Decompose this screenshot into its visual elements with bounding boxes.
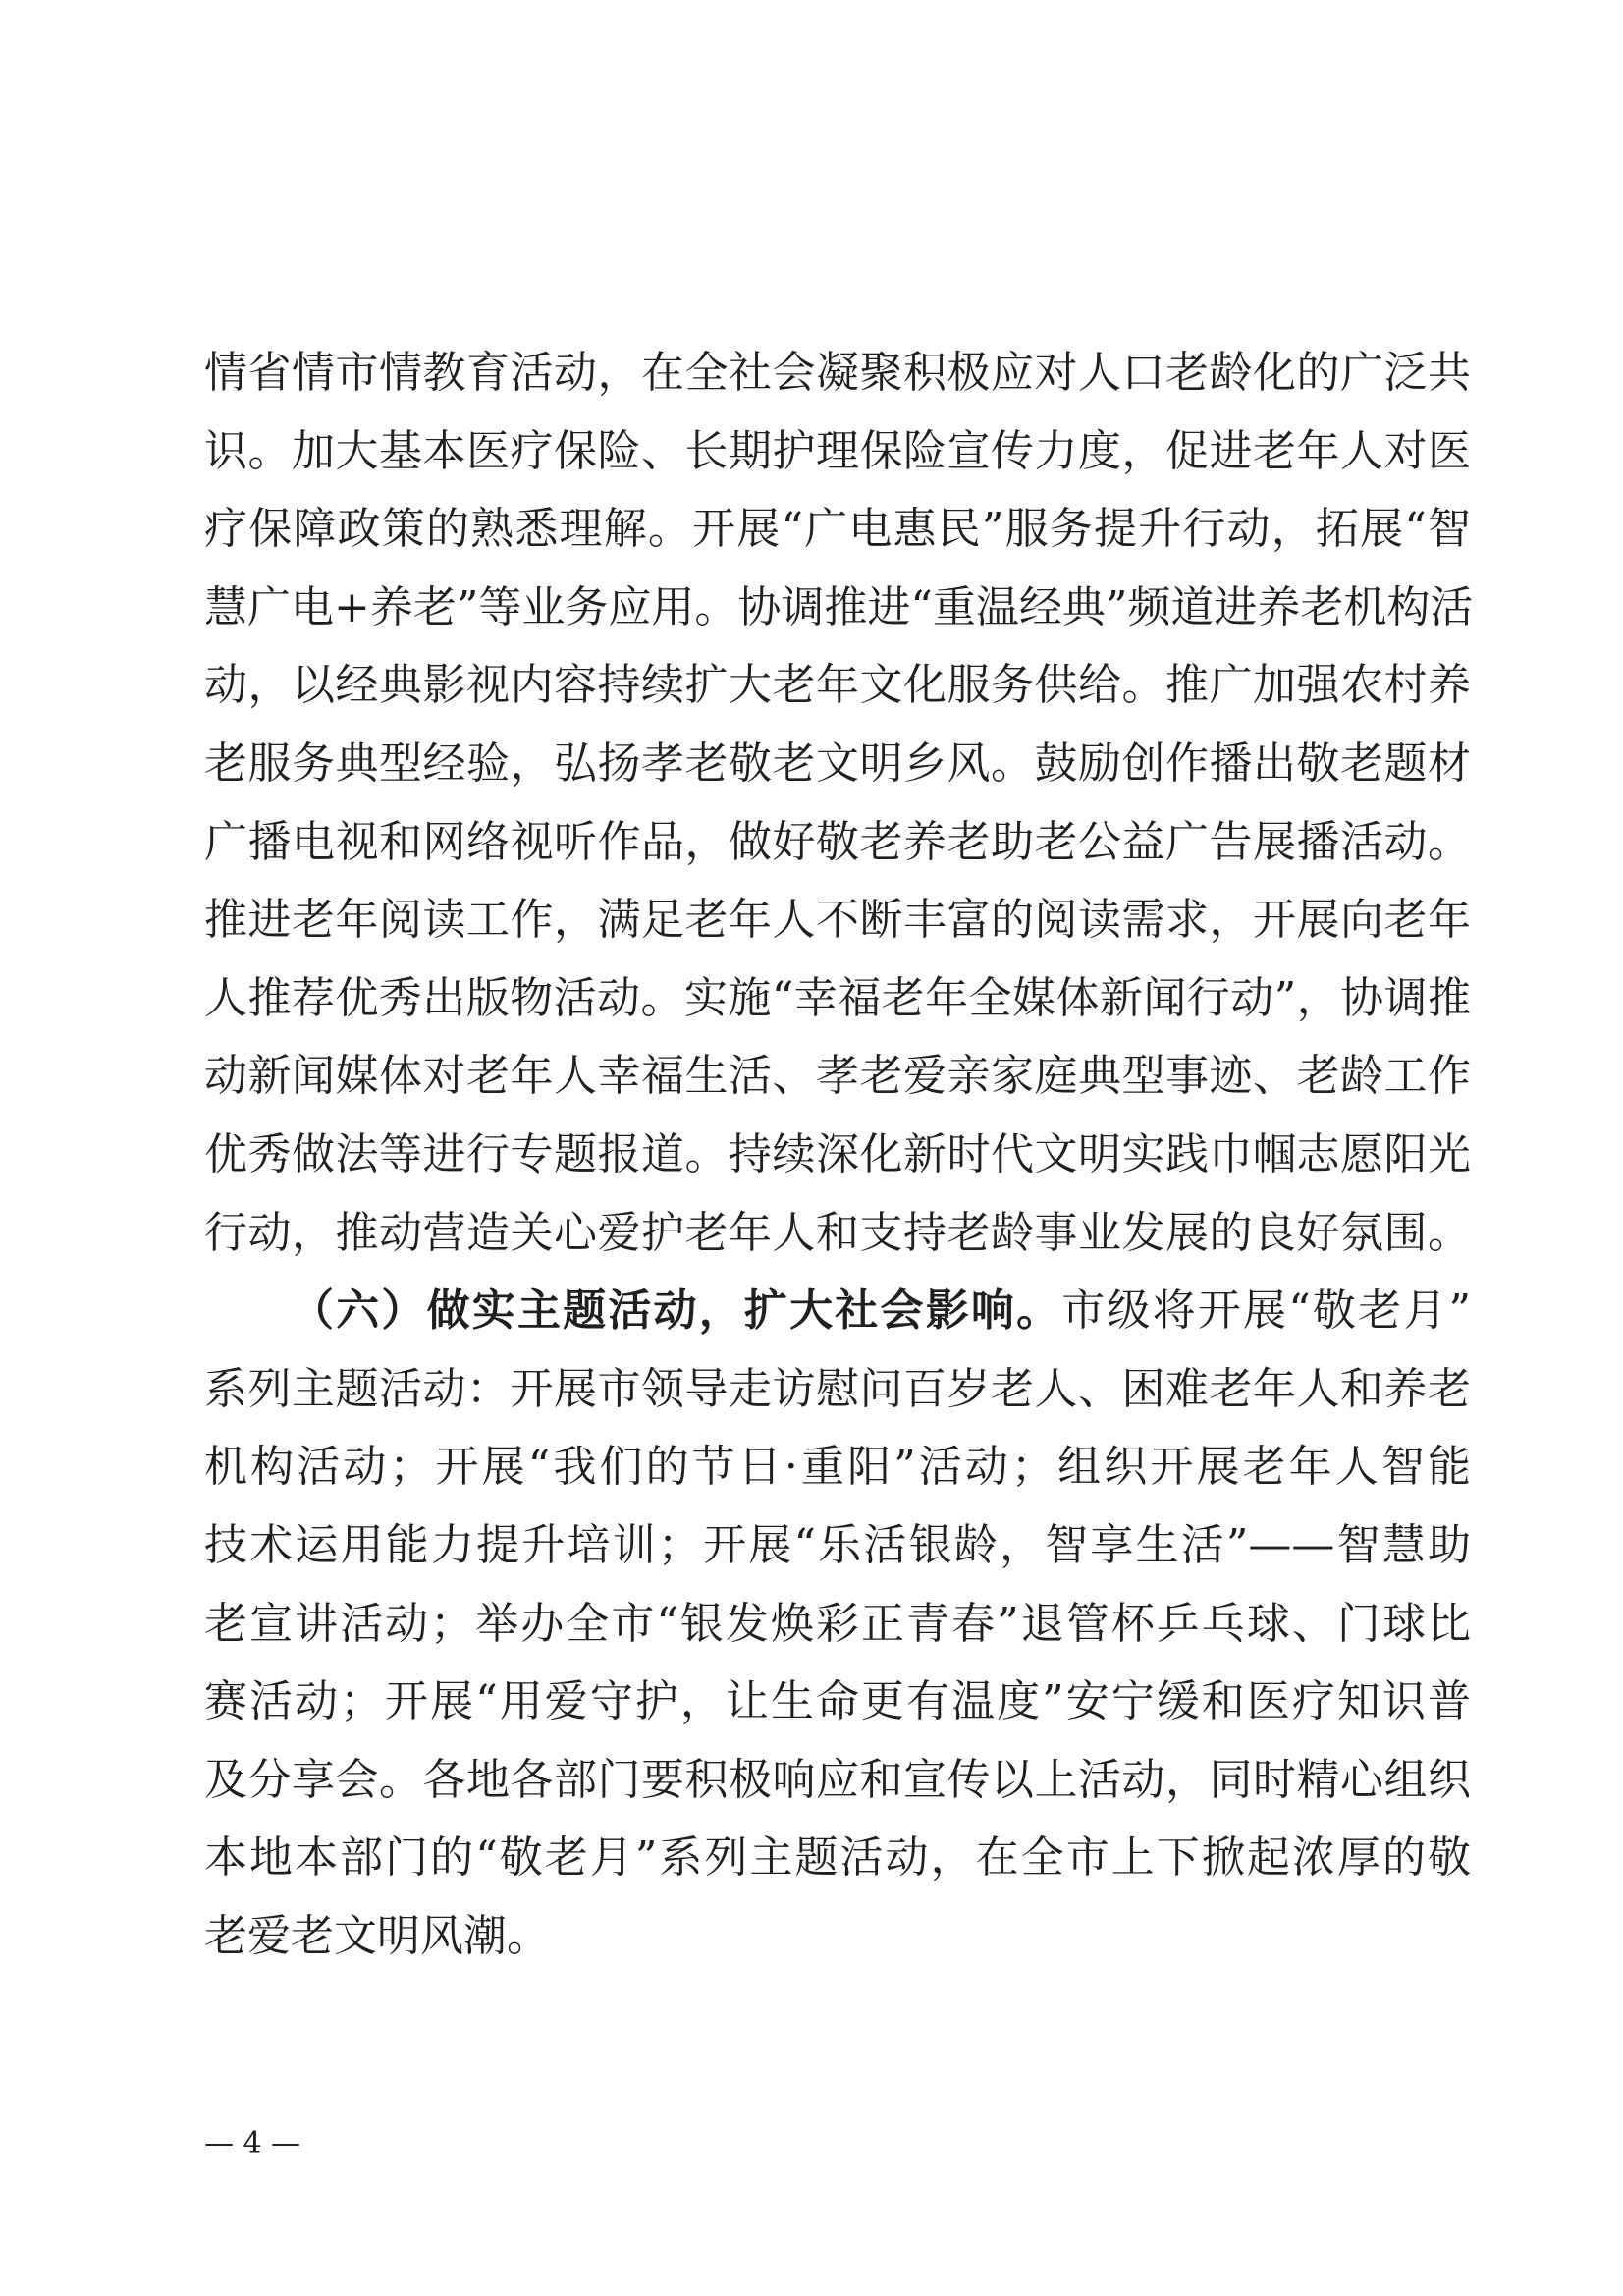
section-heading: （六）做实主题活动，扩大社会影响。 bbox=[291, 1285, 1062, 1337]
document-body bbox=[204, 334, 1474, 1975]
text-line: 识。加大基本医疗保险、长期护理保险宣传力度，促进老年人对医 bbox=[204, 425, 1471, 476]
page-number: — 4 — bbox=[204, 2126, 301, 2160]
text-line: 本地本部门的“敬老月”系列主题活动，在全市上下掀起浓厚的敬 bbox=[204, 1832, 1471, 1884]
text-line: 动，以经典影视内容持续扩大老年文化服务供给。推广加强农村养 bbox=[204, 660, 1471, 711]
text-line: 情省情市情教育活动，在全社会凝聚积极应对人口老龄化的广泛共 bbox=[204, 348, 1471, 398]
text-line: 动新闻媒体对老年人幸福生活、孝老爱亲家庭典型事迹、老龄工作 bbox=[204, 1051, 1471, 1102]
text-line: 技术运用能力提升培训；开展“乐活银龄，智享生活”——智慧助 bbox=[204, 1519, 1471, 1570]
text-line: 老爱老文明风潮。 bbox=[204, 1910, 550, 1961]
section-heading-line bbox=[204, 1272, 1471, 1350]
text-line: 老宣讲活动；举办全市“银发焕彩正青春”退管杯乒乓球、门球比 bbox=[204, 1598, 1471, 1649]
text-line: 广播电视和网络视听作品，做好敬老养老助老公益广告展播活动。 bbox=[204, 816, 1471, 867]
text-line: 赛活动；开展“用爱守护，让生命更有温度”安宁缓和医疗知识普 bbox=[204, 1676, 1471, 1727]
text-line: 人推荐优秀出版物活动。实施“幸福老年全媒体新闻行动”，协调推 bbox=[204, 972, 1471, 1023]
text-line: 疗保障政策的熟悉理解。开展“广电惠民”服务提升行动，拓展“智 bbox=[204, 504, 1471, 555]
text-line: 系列主题活动：开展市领导走访慰问百岁老人、困难老年人和养老 bbox=[204, 1363, 1471, 1414]
text-line: 老服务典型经验，弘扬孝老敬老文明乡风。鼓励创作播出敬老题材 bbox=[204, 738, 1471, 789]
text-line: 慧广电+养老”等业务应用。协调推进“重温经典”频道进养老机构活 bbox=[204, 581, 1474, 632]
section-heading-continuation: 市级将开展“敬老月” bbox=[1061, 1285, 1471, 1337]
text-line: 优秀做法等进行专题报道。持续深化新时代文明实践巾帼志愿阳光 bbox=[204, 1128, 1471, 1179]
text-line: 推进老年阅读工作，满足老年人不断丰富的阅读需求，开展向老年 bbox=[204, 895, 1471, 946]
text-line: 行动，推动营造关心爱护老年人和支持老龄事业发展的良好氛围。 bbox=[204, 1207, 1471, 1258]
text-line: 及分享会。各地各部门要积极响应和宣传以上活动，同时精心组织 bbox=[204, 1754, 1471, 1805]
text-line: 机构活动；开展“我们的节日·重阳”活动；组织开展老年人智能 bbox=[204, 1442, 1471, 1493]
